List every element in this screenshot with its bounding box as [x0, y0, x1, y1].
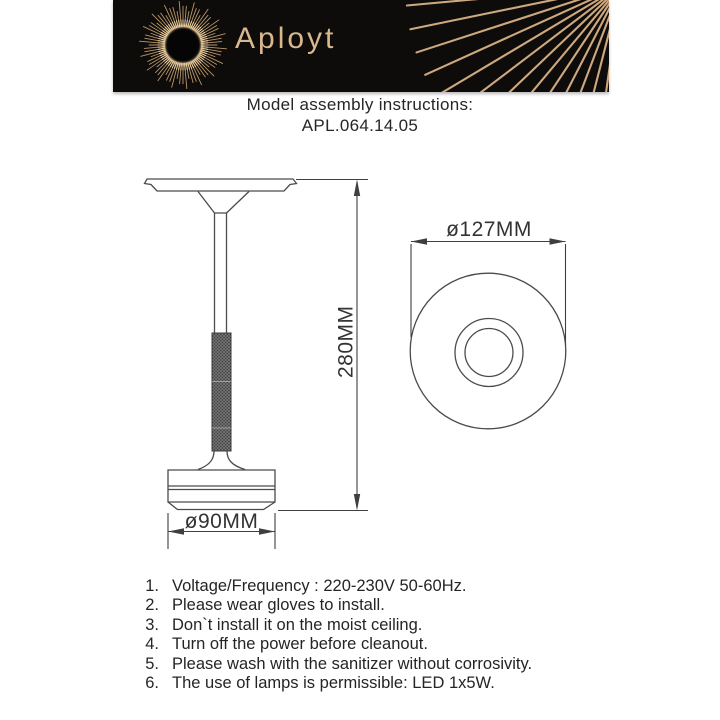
- item-number: 4.: [145, 635, 159, 654]
- instruction-list: [141, 577, 611, 693]
- lamp-base-bottom: [168, 502, 275, 510]
- item-text: Don`t install it on the moist ceiling.: [172, 615, 423, 634]
- base-diameter-label: ø90MM: [184, 510, 259, 533]
- technical-drawing: [130, 160, 600, 560]
- banner-decor: [113, 0, 609, 92]
- instruction-item: [141, 596, 611, 615]
- instruction-item: [141, 674, 611, 693]
- arrow-down-icon: [354, 494, 360, 511]
- lamp-side-view: [145, 179, 297, 510]
- starburst-core: [165, 27, 201, 63]
- height-dimension-label: 280MM: [334, 305, 358, 378]
- arrow-right-icon: [550, 238, 566, 244]
- item-text: Please wear gloves to install.: [172, 596, 385, 615]
- item-number: 3.: [145, 615, 159, 634]
- arrow-right-icon: [259, 528, 275, 534]
- instruction-item: [141, 577, 611, 596]
- arrow-left-icon: [168, 528, 184, 534]
- arrow-up-icon: [354, 180, 360, 197]
- item-number: 5.: [145, 654, 159, 673]
- fan-rays-icon: [407, 0, 609, 92]
- lamp-top-view: [410, 273, 566, 429]
- lamp-knurled-grip: [212, 333, 231, 451]
- item-text: Turn off the power before cleanout.: [172, 635, 428, 654]
- item-number: 2.: [145, 596, 159, 615]
- item-number: 6.: [145, 674, 159, 693]
- lamp-flare: [198, 451, 245, 470]
- item-text: The use of lamps is permissible: LED 1x5W.: [172, 674, 495, 693]
- top-diameter-dimension: [411, 242, 566, 346]
- model-code: APL.064.14.05: [301, 115, 419, 135]
- item-text: Voltage/Frequency : 220-230V 50-60Hz.: [172, 577, 467, 595]
- lamp-stem: [215, 213, 227, 333]
- brand-wordmark: Aployt: [235, 22, 337, 55]
- top-view-outer-circle: [410, 273, 566, 429]
- instruction-item: [141, 616, 611, 635]
- page-title: Model assembly instructions:: [246, 95, 474, 114]
- arrow-left-icon: [411, 238, 427, 244]
- top-view-ring-inner: [465, 329, 513, 377]
- item-number: 1.: [145, 577, 159, 595]
- title-block: [0, 95, 720, 136]
- instruction-item: [141, 635, 611, 654]
- item-text: Please wash with the sanitizer without corrosivity.: [172, 654, 533, 673]
- lamp-shade-profile: [145, 179, 297, 191]
- lamp-funnel: [198, 192, 249, 214]
- top-diameter-label: ø127MM: [446, 218, 532, 241]
- instruction-item: [141, 655, 611, 674]
- brand-banner: [113, 0, 609, 92]
